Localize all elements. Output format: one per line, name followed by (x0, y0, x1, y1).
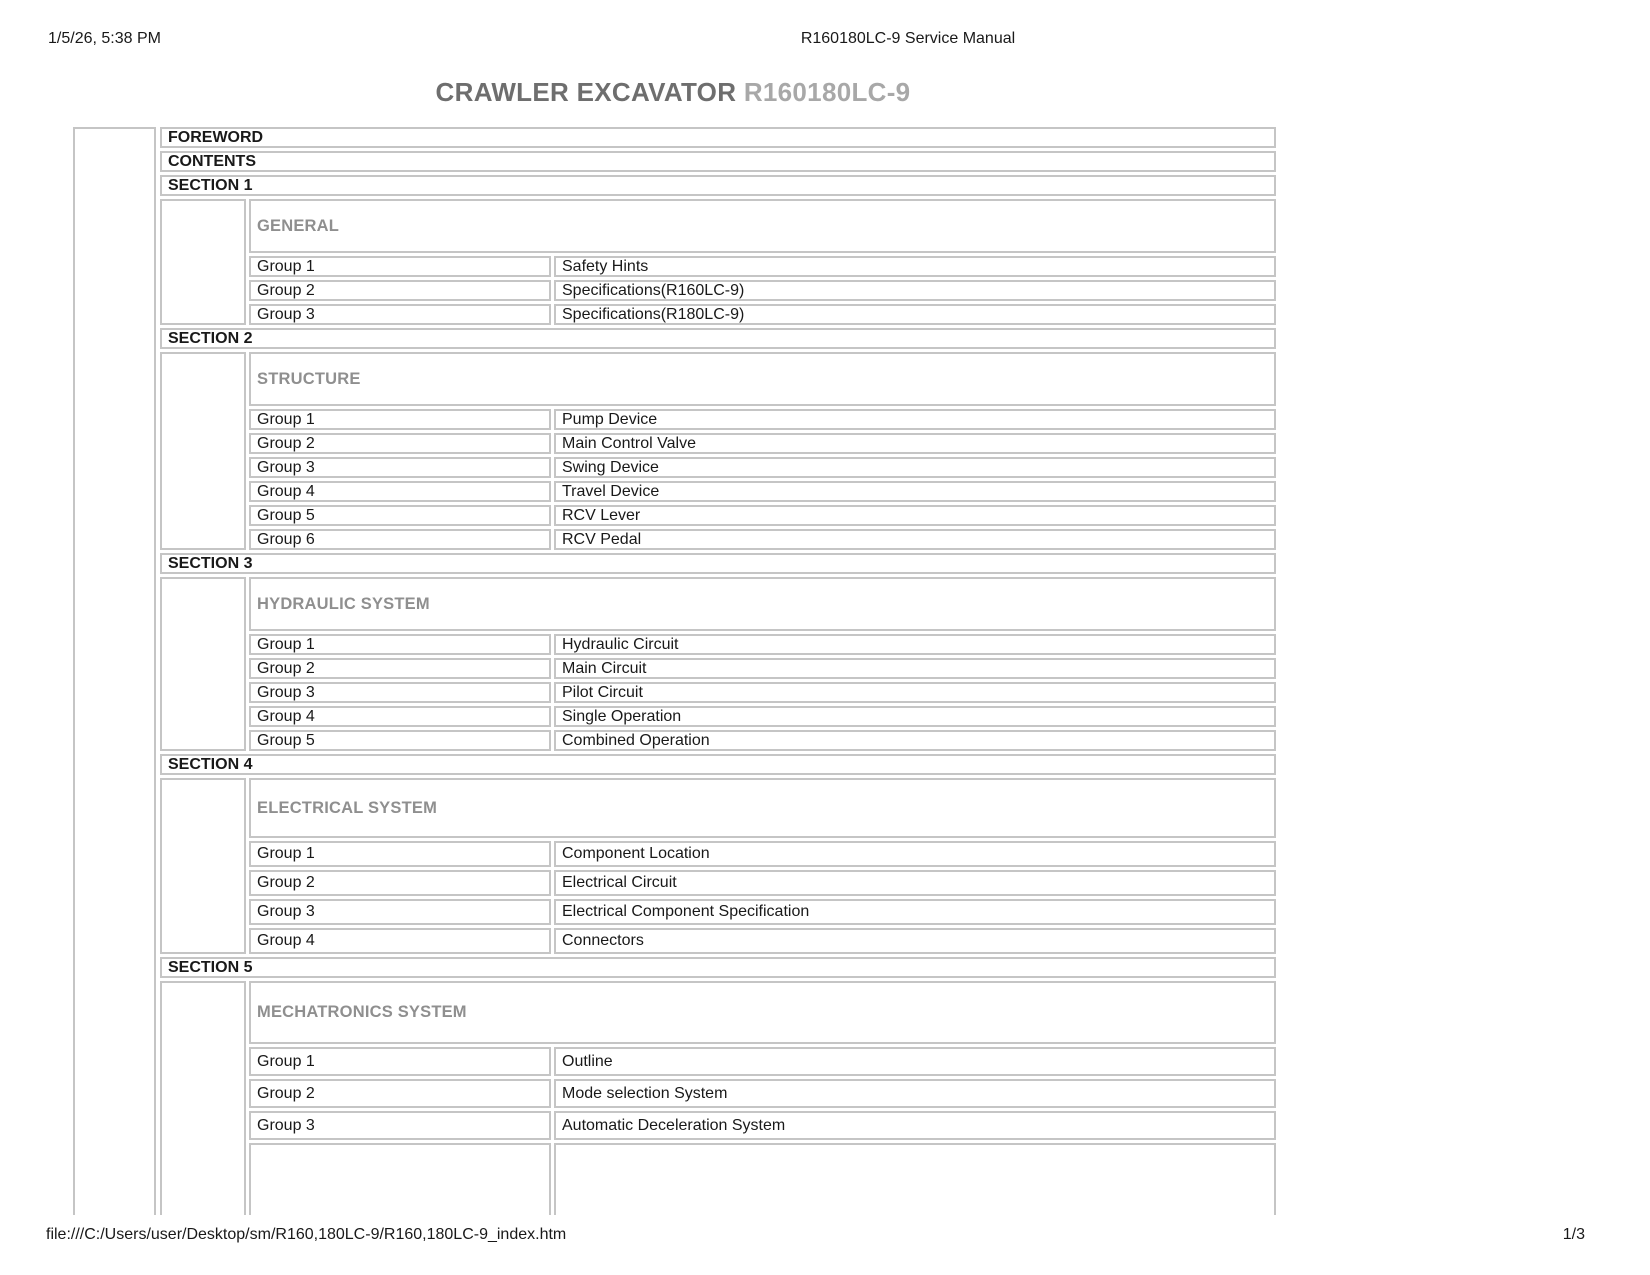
toc-group-row-cut-off (249, 1143, 1276, 1215)
toc-group-row (249, 658, 1276, 679)
group-name-cell: Group 1 (249, 1047, 551, 1076)
group-name-cell: Group 1 (249, 634, 551, 655)
group-topic-cell: Pump Device (554, 409, 1276, 430)
group-topic-cell: Outline (554, 1047, 1276, 1076)
section-4-label-cell: SECTION 4 (160, 754, 1276, 775)
toc-group-row (249, 706, 1276, 727)
toc-group-row (249, 730, 1276, 751)
group-name-cell: Group 5 (249, 505, 551, 526)
section-3-title-cell: HYDRAULIC SYSTEM (249, 577, 1276, 631)
group-name-cell: Group 2 (249, 280, 551, 301)
group-name-cell (249, 1143, 551, 1215)
page-title-model: R160180LC-9 (743, 77, 911, 107)
group-name-cell: Group 4 (249, 481, 551, 502)
group-topic-cell: Component Location (554, 841, 1276, 867)
toc-group-row (249, 505, 1276, 526)
toc-group-row (249, 928, 1276, 954)
group-topic-cell: Single Operation (554, 706, 1276, 727)
group-name-cell: Group 2 (249, 658, 551, 679)
toc-row-contents: CONTENTS (160, 151, 1276, 172)
group-name-cell: Group 1 (249, 256, 551, 277)
section-2-title-cell: STRUCTURE (249, 352, 1276, 406)
toc-group-row (249, 256, 1276, 277)
group-topic-cell: Pilot Circuit (554, 682, 1276, 703)
section-5-block (160, 981, 1276, 1215)
toc-group-row (249, 481, 1276, 502)
section-3-label-cell: SECTION 3 (160, 553, 1276, 574)
group-name-cell: Group 3 (249, 304, 551, 325)
toc-group-row (249, 899, 1276, 925)
group-topic-cell: Electrical Component Specification (554, 899, 1276, 925)
group-name-cell: Group 1 (249, 409, 551, 430)
group-topic-cell: Main Control Valve (554, 433, 1276, 454)
group-name-cell: Group 5 (249, 730, 551, 751)
group-name-cell: Group 2 (249, 870, 551, 896)
print-footer-page-number: 1/3 (1562, 1226, 1585, 1243)
group-name-cell: Group 4 (249, 706, 551, 727)
toc-left-margin-column (73, 127, 156, 1215)
toc-group-row (249, 1111, 1276, 1140)
group-topic-cell: Safety Hints (554, 256, 1276, 277)
section-4-block (160, 778, 1276, 954)
group-name-cell: Group 4 (249, 928, 551, 954)
group-topic-cell: Hydraulic Circuit (554, 634, 1276, 655)
section-3-block (160, 577, 1276, 751)
print-datetime: 1/5/26, 5:38 PM (48, 30, 161, 47)
toc-table (160, 127, 1276, 1218)
group-topic-cell: Main Circuit (554, 658, 1276, 679)
section-1-title-cell: GENERAL (249, 199, 1276, 253)
toc-group-row (249, 1047, 1276, 1076)
group-topic-cell: Swing Device (554, 457, 1276, 478)
group-topic-cell: Mode selection System (554, 1079, 1276, 1108)
print-footer-file-url: file:///C:/Users/user/Desktop/sm/R160,180LC-9/R160,180LC-9_index.htm (46, 1226, 567, 1243)
group-name-cell: Group 2 (249, 1079, 551, 1108)
section-2-label-cell: SECTION 2 (160, 328, 1276, 349)
group-topic-cell: Travel Device (554, 481, 1276, 502)
section-5-spacer-cell (160, 981, 246, 1215)
group-topic-cell: Combined Operation (554, 730, 1276, 751)
toc-group-row (249, 280, 1276, 301)
group-topic-cell: RCV Lever (554, 505, 1276, 526)
group-topic-cell: Specifications(R160LC-9) (554, 280, 1276, 301)
toc-group-row (249, 841, 1276, 867)
toc-group-row (249, 682, 1276, 703)
group-name-cell: Group 6 (249, 529, 551, 550)
toc-group-row (249, 529, 1276, 550)
section-2-block (160, 352, 1276, 550)
section-1-label-cell: SECTION 1 (160, 175, 1276, 196)
group-topic-cell: Automatic Deceleration System (554, 1111, 1276, 1140)
group-name-cell: Group 2 (249, 433, 551, 454)
section-5-title-cell: MECHATRONICS SYSTEM (249, 981, 1276, 1044)
toc-group-row (249, 433, 1276, 454)
section-4-title-cell: ELECTRICAL SYSTEM (249, 778, 1276, 838)
section-1-block (160, 199, 1276, 325)
group-topic-cell: Electrical Circuit (554, 870, 1276, 896)
group-name-cell: Group 3 (249, 1111, 551, 1140)
page-title-prefix: CRAWLER EXCAVATOR (435, 77, 737, 107)
toc-group-row (249, 870, 1276, 896)
group-name-cell: Group 3 (249, 457, 551, 478)
group-name-cell: Group 3 (249, 899, 551, 925)
print-document-title: R160180LC-9 Service Manual (800, 30, 1016, 47)
toc-group-row (249, 634, 1276, 655)
group-topic-cell (554, 1143, 1276, 1215)
group-topic-cell: RCV Pedal (554, 529, 1276, 550)
section-4-spacer-cell (160, 778, 246, 954)
section-3-spacer-cell (160, 577, 246, 751)
group-name-cell: Group 3 (249, 682, 551, 703)
section-1-spacer-cell (160, 199, 246, 325)
page-title (436, 77, 911, 108)
group-topic-cell: Connectors (554, 928, 1276, 954)
group-name-cell: Group 1 (249, 841, 551, 867)
toc-group-row (249, 304, 1276, 325)
toc-group-row (249, 457, 1276, 478)
toc-group-row (249, 409, 1276, 430)
section-5-label-cell: SECTION 5 (160, 957, 1276, 978)
group-topic-cell: Specifications(R180LC-9) (554, 304, 1276, 325)
toc-row-foreword: FOREWORD (160, 127, 1276, 148)
section-2-spacer-cell (160, 352, 246, 550)
toc-group-row (249, 1079, 1276, 1108)
